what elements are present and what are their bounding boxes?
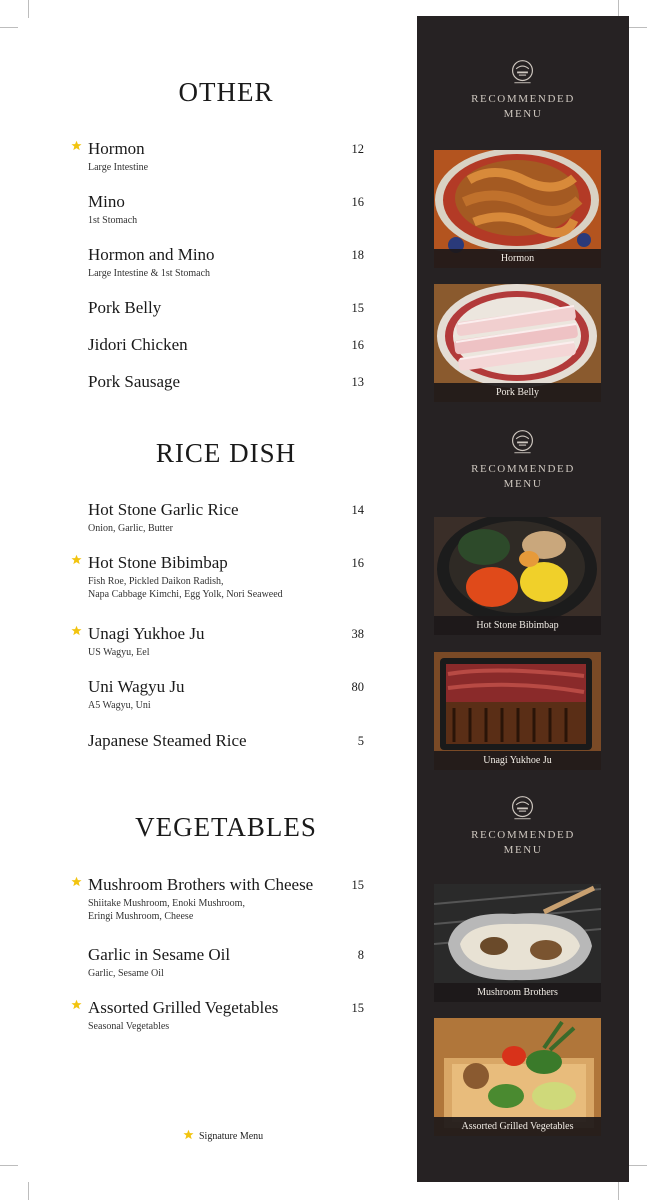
- item-name: Assorted Grilled Vegetables: [88, 998, 279, 1017]
- menu-item: [88, 731, 364, 751]
- item-price: 8: [357, 948, 364, 962]
- item-description: Fish Roe, Pickled Daikon Radish, Napa Cabbage Kimchi, Egg Yolk, Nori Seaweed: [88, 576, 283, 600]
- item-price: 13: [351, 375, 364, 389]
- item-description: Large Intestine & 1st Stomach: [88, 268, 211, 279]
- item-name: Mino: [88, 192, 125, 211]
- item-description: Large Intestine: [88, 162, 149, 173]
- photo-caption: Hot Stone Bibimbap: [434, 616, 601, 635]
- crop-mark: [28, 1182, 29, 1200]
- recommended-menu-label: RECOMMENDED MENU: [471, 829, 575, 856]
- item-name: Uni Wagyu Ju: [88, 677, 185, 696]
- crop-mark: [28, 0, 29, 18]
- restaurant-emblem-icon: [509, 428, 536, 455]
- item-description: Onion, Garlic, Butter: [88, 523, 173, 534]
- item-description: US Wagyu, Eel: [88, 647, 150, 658]
- crop-mark: [629, 27, 647, 28]
- menu-item: [88, 553, 364, 601]
- menu-item: [88, 372, 364, 392]
- menu-item: [88, 298, 364, 318]
- item-name: Japanese Steamed Rice: [88, 731, 247, 750]
- signature-star-icon: [71, 554, 82, 565]
- crop-mark: [618, 1182, 619, 1200]
- food-photo-assorted-grilled-vegetables: [434, 1018, 601, 1136]
- item-description: Seasonal Vegetables: [88, 1021, 170, 1032]
- legend-label: Signature Menu: [199, 1131, 264, 1142]
- crop-mark: [0, 27, 18, 28]
- item-price: 16: [351, 338, 364, 352]
- section-title-rice-dish: RICE DISH: [155, 438, 297, 468]
- menu-item: [88, 998, 364, 1033]
- item-name: Pork Sausage: [88, 372, 181, 391]
- signature-star-icon: [183, 1129, 194, 1140]
- food-photo-unagi-yukhoe-ju: [434, 652, 601, 770]
- item-price: 12: [351, 142, 364, 156]
- item-price: 16: [351, 195, 364, 209]
- photo-caption: Mushroom Brothers: [434, 983, 601, 1002]
- menu-item: [88, 624, 364, 659]
- restaurant-emblem-icon: [509, 794, 536, 821]
- menu-item: [88, 500, 364, 535]
- item-name: Hormon and Mino: [88, 245, 215, 264]
- item-description: 1st Stomach: [88, 215, 138, 226]
- item-price: 16: [351, 556, 364, 570]
- item-price: 15: [351, 1001, 364, 1015]
- recommended-panel: [417, 16, 629, 1182]
- item-name: Pork Belly: [88, 298, 162, 317]
- item-price: 15: [351, 301, 364, 315]
- restaurant-emblem-icon: [509, 58, 536, 85]
- photo-caption: Pork Belly: [434, 383, 601, 402]
- crop-mark: [0, 1165, 18, 1166]
- photo-caption: Assorted Grilled Vegetables: [434, 1117, 601, 1136]
- food-photo-hot-stone-bibimbap: [434, 517, 601, 635]
- item-price: 18: [351, 248, 364, 262]
- item-name: Garlic in Sesame Oil: [88, 945, 231, 964]
- item-name: Mushroom Brothers with Cheese: [88, 875, 314, 894]
- signature-star-icon: [71, 140, 82, 151]
- item-description: Shiitake Mushroom, Enoki Mushroom, Eringi Mushroom, Cheese: [88, 898, 245, 922]
- menu-item: [88, 677, 364, 712]
- item-name: Jidori Chicken: [88, 335, 188, 354]
- item-description: Garlic, Sesame Oil: [88, 968, 164, 979]
- crop-mark: [629, 1165, 647, 1166]
- signature-star-icon: [71, 999, 82, 1010]
- item-name: Unagi Yukhoe Ju: [88, 624, 205, 643]
- recommended-menu-label: RECOMMENDED MENU: [471, 93, 575, 120]
- menu-item: [88, 875, 364, 923]
- recommended-menu-label: RECOMMENDED MENU: [471, 463, 575, 490]
- photo-caption: Hormon: [434, 249, 601, 268]
- signature-star-icon: [71, 876, 82, 887]
- menu-item: [88, 335, 364, 355]
- menu-item: [88, 192, 364, 227]
- section-title-vegetables: VEGETABLES: [135, 812, 317, 842]
- photo-caption: Unagi Yukhoe Ju: [434, 751, 601, 770]
- menu-item: [88, 945, 364, 980]
- section-title-other: OTHER: [178, 77, 274, 107]
- item-price: 80: [351, 680, 364, 694]
- item-name: Hormon: [88, 139, 145, 158]
- item-description: A5 Wagyu, Uni: [88, 700, 151, 711]
- item-price: 14: [351, 503, 364, 517]
- menu-item: [88, 245, 364, 280]
- item-name: Hot Stone Garlic Rice: [88, 500, 239, 519]
- item-price: 38: [351, 627, 364, 641]
- item-name: Hot Stone Bibimbap: [88, 553, 228, 572]
- food-photo-hormon: [434, 150, 601, 268]
- item-price: 15: [351, 878, 364, 892]
- item-price: 5: [357, 734, 364, 748]
- food-photo-mushroom-brothers: [434, 884, 601, 1002]
- menu-item: [88, 139, 364, 174]
- signature-menu-legend: [183, 1129, 263, 1142]
- signature-star-icon: [71, 625, 82, 636]
- food-photo-pork-belly: [434, 284, 601, 402]
